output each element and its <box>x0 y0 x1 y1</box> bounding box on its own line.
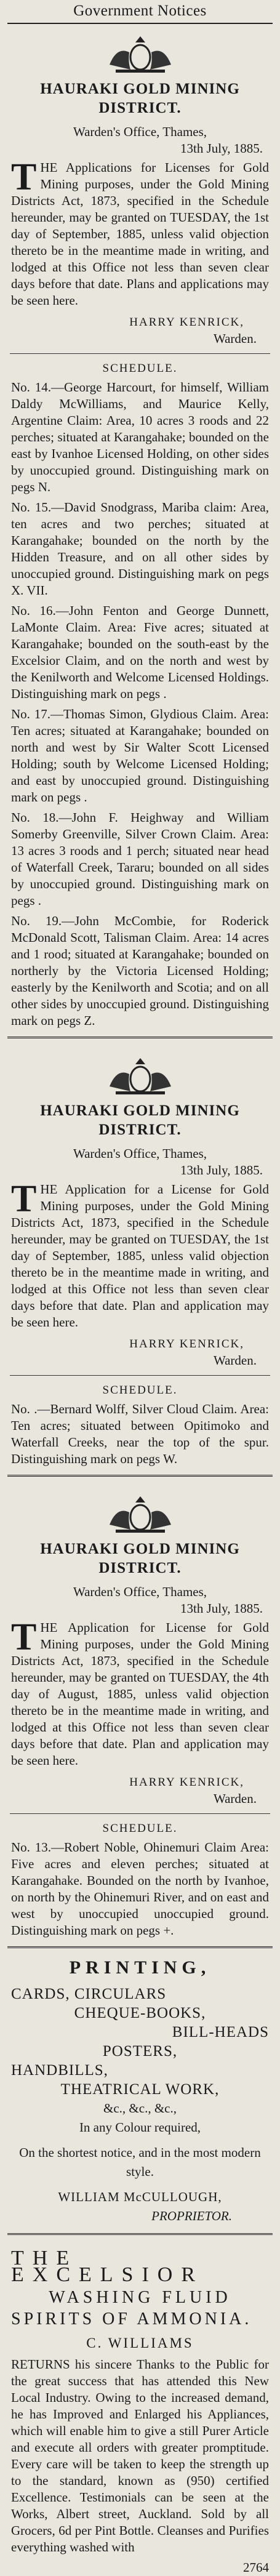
royal-crest-icon <box>11 33 269 76</box>
printing-advert <box>11 1959 269 2226</box>
signature: HARRY KENRICK, <box>129 316 244 329</box>
schedule-entry: No. 14.—George Harcourt, for himself, William Daldy McWilliams, and Maurice Kelly, Argentine Claim: Area, 10 acres 3 roods and 22 perches; situated at Karangahake; bounded on the east by Ivanhoe Licensed Holding, on other sides by unoccupied ground. Distinguishing mark on pegs N. <box>11 380 269 494</box>
ad-headline: THE EXCELSIOR <box>11 2247 204 2286</box>
ad-reference: 2764 <box>243 2560 269 2575</box>
ad-line: CARDS, CIRCULARS <box>11 1986 167 2002</box>
schedule-entry: No. 18.—John F. Heighway and William Somerby Greenville, Silver Crown Claim. Area: 13 acres 3 roods and 1 perch; situated near head of Waterfall Creek, Tararu; bounded on all sides by unoccupied ground. Distinguishing mark on pegs . <box>11 810 269 908</box>
schedule-heading: SCHEDULE. <box>102 1822 178 1835</box>
divider <box>10 1813 270 1814</box>
ad-footer <box>11 2559 269 2576</box>
royal-crest-icon <box>11 1493 269 1536</box>
notice-body: THE Application for a License for Gold Mining purposes, under the Gold Mining Districts Act, 1873, specified in the Schedule hereunder, may be granted on TUESDAY, the 1st day of September, 1885, unless valid objection thereto be in the meantime made in writing, and lodged at this Office not less than seven clear days before that date. Plan and application may be seen here. <box>11 1178 269 1330</box>
printing-title: PRINTING, <box>69 1957 211 1978</box>
notice-1 <box>11 24 269 1029</box>
proprietor-title: PROPRIETOR. <box>151 2209 232 2223</box>
office-line: Warden's Office, Thames, <box>73 124 207 139</box>
divider <box>10 1375 270 1376</box>
ad-line: BILL-HEADS <box>172 2024 269 2040</box>
notice-title: HAURAKI GOLD MINING DISTRICT. <box>40 1102 240 1138</box>
notice-3 <box>11 1484 269 1939</box>
schedule-entry: No. 15.—David Snodgrass, Mariba claim: Area, ten acres and two perches; situated at Karangahake; bounded on the north by the Hidden Treasure, and on all other sides by unoccupied ground. Distinguishing mark on pegs X. VII. <box>11 500 269 598</box>
schedule-entry: No. .—Bernard Wolff, Silver Cloud Claim. Area: Ten acres; situated between Opitimoko and Waterfall Creeks, near the top of the spur. Distinguishing mark on pegs W. <box>11 1402 269 1466</box>
section-divider <box>7 1037 273 1038</box>
divider <box>10 353 270 354</box>
ad-headline: WASHING FLUID <box>49 2288 231 2307</box>
ad-headline: SPIRITS OF AMMONIA. <box>11 2309 252 2329</box>
section-divider <box>7 2233 273 2235</box>
ad-line: &c., &c., &c., <box>103 2101 177 2116</box>
date-line: 13th July, 1885. <box>180 1601 263 1616</box>
office-line: Warden's Office, Thames, <box>73 1584 207 1599</box>
drop-cap: T <box>11 156 37 198</box>
proprietor-name: WILLIAM McCULLOUGH, <box>58 2189 222 2204</box>
drop-cap: T <box>11 1616 37 1658</box>
schedule-entry: No. 19.—John McCombie, for Roderick McDonald Scott, Talisman Claim. Area: 14 acres and 1 rood; situated at Karangahake; bounded on northerly by the Victoria Licensed Holding; easterly by the Kenilworth and Scotia; and on all other sides by unoccupied ground. Distinguishing mark on pegs Z. <box>11 913 269 1028</box>
signature: HARRY KENRICK, <box>129 1776 244 1789</box>
drop-cap: T <box>11 1178 37 1220</box>
date-line: 13th July, 1885. <box>180 141 263 156</box>
schedule-entry: No. 13.—Robert Noble, Ohinemuri Claim Area: Five acres and eleven perches; situated at Karangahake. Bounded on the north by Ivanhoe, on north by the Ohinemuri River, and on east and west by unoccupied unoccupied ground. Distinguishing mark on pegs +. <box>11 1840 269 1938</box>
schedule-entry: No. 17.—Thomas Simon, Glydious Claim. Area: Ten acres; situated at Karangahake; bounded on north and west by Sir Walter Scott Licensed Holding; south by Welcome Licensed Holding; and east by unoccupied ground. Distinguishing mark on pegs . <box>11 707 269 804</box>
section-divider <box>7 1475 273 1477</box>
section-divider <box>7 1946 273 1948</box>
ad-line: On the shortest notice, and in the most modern style. <box>19 2145 261 2179</box>
notice-body: THE Application for License for Gold Mining purposes, under the Gold Mining Districts Act, 1873, specified in the Schedule hereunder, may be granted on TUESDAY, the 4th day of August, 1885, unless valid objection thereto be in the meantime made in writing, and lodged at this Office not less than seven clear days before that date. Plan and application may be seen here. <box>11 1616 269 1768</box>
signature-role: Warden. <box>213 1791 257 1806</box>
schedule-heading: SCHEDULE. <box>102 362 178 375</box>
section-title: Government Notices <box>73 2 207 19</box>
excelsior-advert <box>11 2247 269 2576</box>
ad-body: RETURNS his sincere Thanks to the Public for the great success that has attended this New Local Industry. Owing to the increased demand, he has Improved and Enlarged his Appliances, which will enable him to give a still Purer Article and execute all orders with greater promptitude. Every care will be taken to keep the strength up to the standard, known as (950) certified Excellence. Testimonials can be seen at the Works, Albert street, Auckland. Sold by all Grocers, 6d per Pint Bottle. Cleanses and Purifies everything washed with <box>11 2357 269 2554</box>
schedule-heading: SCHEDULE. <box>102 1384 178 1397</box>
notice-title: HAURAKI GOLD MINING DISTRICT. <box>40 1541 240 1576</box>
signature-role: Warden. <box>213 1353 257 1368</box>
maker-name: C. WILLIAMS <box>86 2335 194 2351</box>
notice-body: THE Applications for Licenses for Gold Mining purposes, under the Gold Mining Districts Act, 1873, specified in the Schedule hereunder, may be granted on TUESDAY, the 1st day of September, 1885, unless valid objection thereto be in the meantime made in writing, and lodged at this Office not less than seven clear days before that date. Plans and applications may be seen here. <box>11 156 269 308</box>
office-line: Warden's Office, Thames, <box>73 1146 207 1161</box>
notice-title: HAURAKI GOLD MINING DISTRICT. <box>40 81 240 116</box>
royal-crest-icon <box>11 1054 269 1097</box>
ad-line: POSTERS, <box>102 2043 178 2060</box>
ad-line: In any Colour required, <box>79 2120 201 2135</box>
signature: HARRY KENRICK, <box>129 1338 244 1350</box>
notice-2 <box>11 1046 269 1467</box>
section-header <box>7 2 273 24</box>
date-line: 13th July, 1885. <box>180 1163 263 1178</box>
ad-line: HANDBILLS, <box>11 2062 108 2079</box>
ad-line: THEATRICAL WORK, <box>60 2081 220 2098</box>
signature-role: Warden. <box>213 331 257 346</box>
schedule-entry: No. 16.—John Fenton and George Dunnett, LaMonte Claim. Area: Five acres; situated at Karangahake; bounded on the south-east by the Excelsior Claim, and on the north and west by the Kenilworth and Welcome Licensed Holdings. Distinguishing mark on pegs . <box>11 603 269 701</box>
ad-line: CHEQUE-BOOKS, <box>74 2005 206 2021</box>
